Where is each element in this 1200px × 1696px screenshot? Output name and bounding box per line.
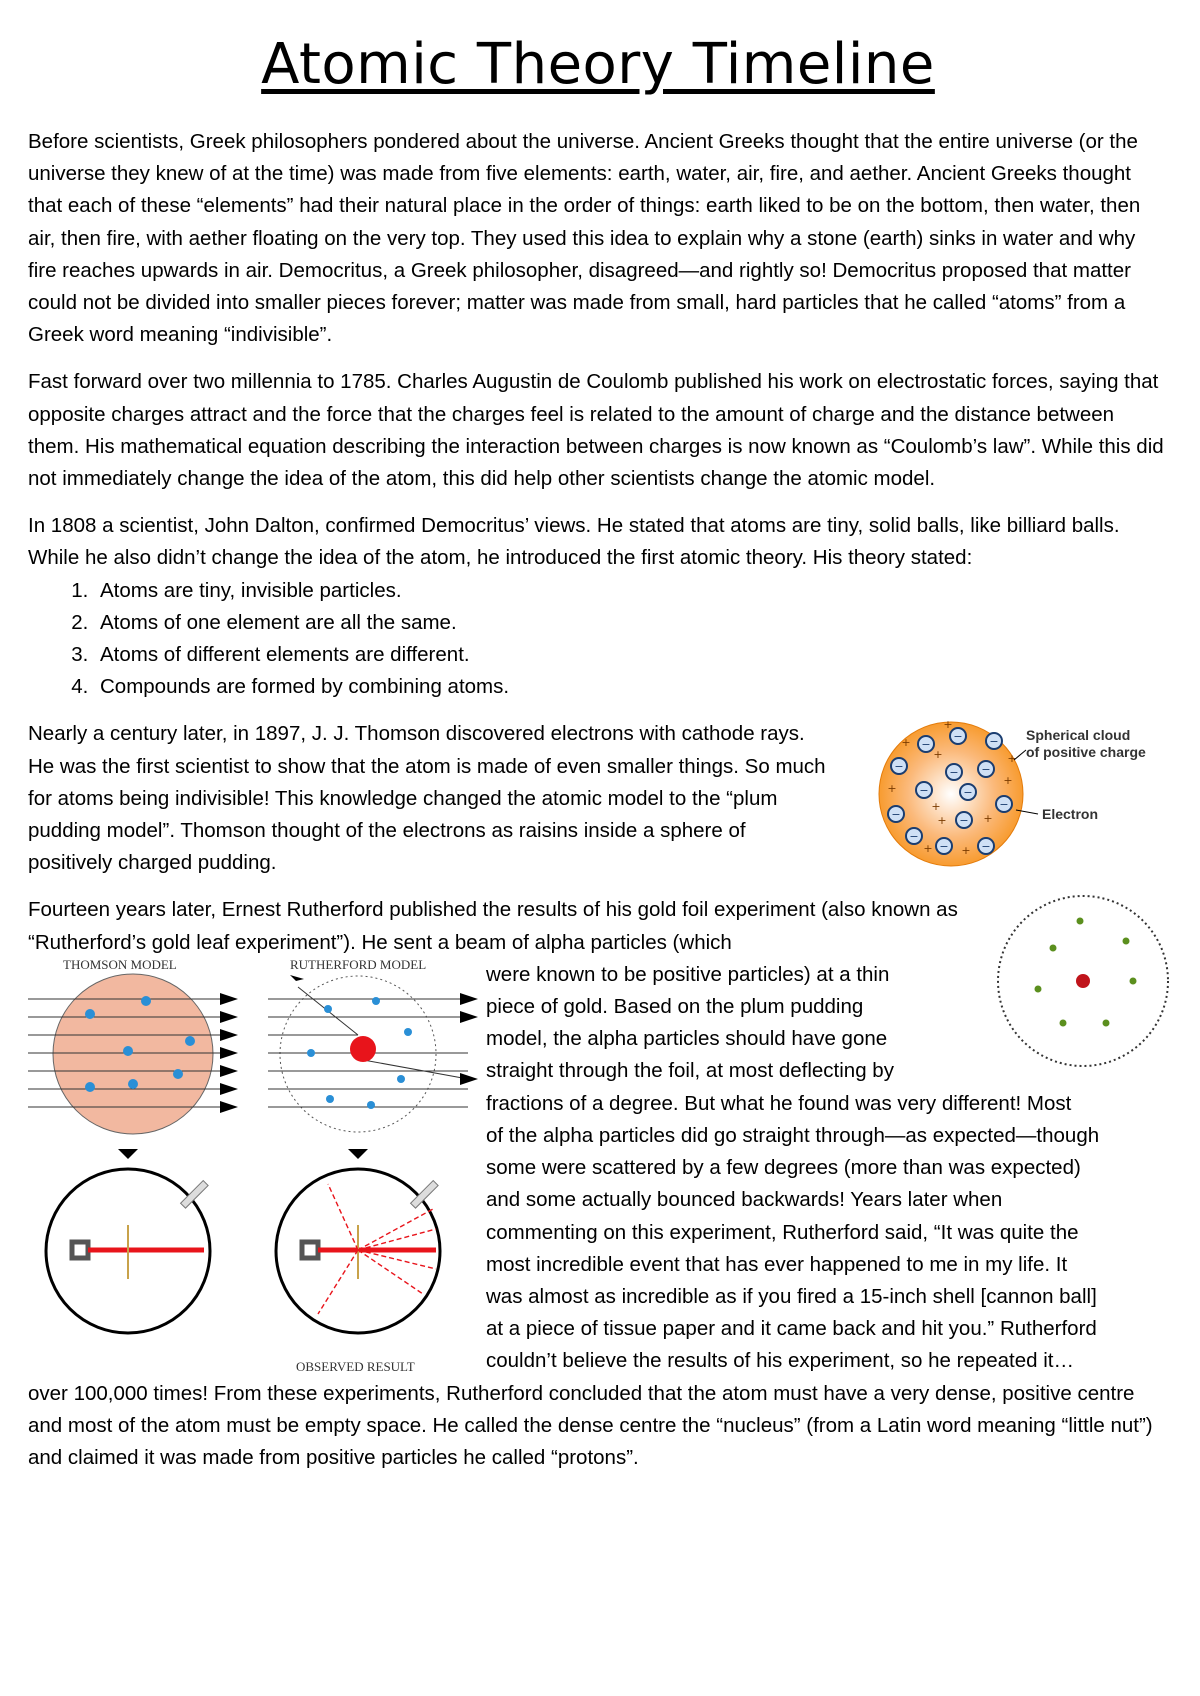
text-line: some were scattered by a few degrees (more than was expected): [486, 1156, 1081, 1180]
paragraph-rutherford-end: over 100,000 times! From these experiments, Rutherford concluded that the atom must have a very dense, positive centre and most of the atom must be empty space. He called the dense centre the “nucleus” (from a Latin word meaning “little nut”) and claimed it was made from positive particles he called “protons”.: [28, 1381, 1153, 1469]
plum-pudding-diagram: [876, 714, 1200, 874]
rutherford-arrowheads: [290, 975, 478, 1085]
alpha-source: [302, 1242, 318, 1258]
thomson-section: [28, 718, 1168, 879]
dalton-theory-list: [28, 575, 1168, 704]
svg-text:+: +: [901, 736, 911, 750]
text-line: most incredible event that has ever happened to me in my life. It: [486, 1252, 1068, 1276]
svg-text:+: +: [961, 844, 971, 858]
list-item: 2. Atoms of one element are all the same.: [94, 607, 1168, 639]
text-line: couldn’t believe the results of his experiment, so he repeated it…: [486, 1349, 1074, 1373]
paragraph-dalton: In 1808 a scientist, John Dalton, confirmed Democritus’ views. He stated that atoms are tiny, solid balls, like billiard balls. While he also didn’t change the idea of the atom, he introduced the first atomic theory. His theory stated:: [28, 514, 1120, 570]
list-item: 4. Compounds are formed by combining atoms.: [94, 671, 1168, 703]
svg-text:−: −: [989, 735, 999, 749]
rutherford-section: [28, 894, 1168, 1474]
text-line: commenting on this experiment, Rutherford said, “It was quite the: [486, 1220, 1079, 1244]
list-item: 1. Atoms are tiny, invisible particles.: [94, 575, 1168, 607]
svg-text:+: +: [1007, 752, 1017, 766]
thomson-model-label: THOMSON MODEL: [63, 958, 177, 972]
svg-text:+: +: [887, 782, 897, 796]
rutherford-nucleus: [350, 1036, 376, 1062]
observed-result-label: OBSERVED RESULT: [296, 1358, 415, 1374]
thomson-arrowheads: [220, 993, 238, 1113]
svg-text:−: −: [894, 760, 904, 774]
svg-text:−: −: [891, 808, 901, 822]
svg-text:+: +: [937, 814, 947, 828]
svg-text:+: +: [983, 812, 993, 826]
svg-text:−: −: [909, 830, 919, 844]
svg-text:−: −: [981, 763, 991, 777]
svg-text:−: −: [953, 730, 963, 744]
svg-text:−: −: [939, 840, 949, 854]
svg-text:−: −: [981, 840, 991, 854]
svg-text:−: −: [999, 798, 1009, 812]
down-arrow-icon: [118, 1149, 138, 1159]
label-electron: Electron: [1042, 806, 1099, 823]
svg-text:−: −: [959, 814, 969, 828]
text-line: was almost as incredible as if you fired a 15-inch shell [cannon ball]: [486, 1284, 1097, 1308]
paragraph-greeks: Before scientists, Greek philosophers pondered about the universe. Ancient Greeks thought that the entire universe (or the universe they knew of at the time) was made from five elements: earth, water, air, fire, and aether. Ancient Greeks thought that each of these “elements” had their natural place in the order of things: earth liked to be on the bottom, then water, then air, then fire, with aether floating on the very top. They used this idea to explain why a stone (earth) sinks in water and why fire reaches upwards in air. Democritus, a Greek philosopher, disagreed—and rightly so! Democritus proposed that matter could not be divided into smaller pieces forever; matter was made from small, hard particles that he called “atoms” from a Greek word meaning “indivisible”.: [28, 130, 1141, 347]
label-cloud-2: of positive charge: [1026, 744, 1146, 761]
svg-text:−: −: [963, 786, 973, 800]
svg-text:+: +: [923, 842, 933, 856]
svg-text:+: +: [943, 718, 953, 732]
svg-text:−: −: [949, 766, 959, 780]
text-line: piece of gold. Based on the plum pudding: [486, 995, 864, 1019]
page-title: Atomic Theory Timeline: [261, 32, 935, 97]
paragraph-rutherford-intro: Fourteen years later, Ernest Rutherford published the results of his gold foil experiment (also known as “Rutherford’s gold leaf experiment”). He sent a beam of alpha particles (which: [28, 898, 958, 954]
gold-foil-experiment-diagram: [28, 959, 488, 1374]
svg-text:+: +: [933, 748, 943, 762]
alpha-source: [72, 1242, 88, 1258]
text-line: model, the alpha particles should have gone: [486, 1027, 888, 1051]
svg-text:−: −: [919, 784, 929, 798]
svg-text:+: +: [931, 800, 941, 814]
label-cloud-1: Spherical cloud: [1026, 727, 1131, 744]
text-line: and some actually bounced backwards! Years later when: [486, 1188, 1003, 1212]
down-arrow-icon: [348, 1149, 368, 1159]
list-item: 3. Atoms of different elements are different.: [94, 639, 1168, 671]
text-line: fractions of a degree. But what he found was very different! Most: [486, 1091, 1072, 1115]
text-line: straight through the foil, at most deflecting by: [486, 1059, 894, 1083]
document-page: [28, 0, 1168, 1489]
text-line: of the alpha particles did go straight through—as expected—though: [486, 1123, 1100, 1147]
svg-text:−: −: [921, 738, 931, 752]
paragraph-coulomb: Fast forward over two millennia to 1785. Charles Augustin de Coulomb published his work on electrostatic forces, saying that opposite charges attract and the force that the charges feel is related to the amount of charge and the distance between them. His mathematical equation describing the interaction between charges is now known as “Coulomb’s law”. While this did not immediately change the idea of the atom, this did help other scientists change the atomic model.: [28, 370, 1164, 491]
text-line: were known to be positive particles) at a thin: [486, 962, 890, 986]
text-line: at a piece of tissue paper and it came back and hit you.” Rutherford: [486, 1317, 1097, 1341]
paragraph-thomson: Nearly a century later, in 1897, J. J. Thomson discovered electrons with cathode rays. He was the first scientist to show that the atom is made of even smaller things. So much for atoms being indivisible! This knowledge changed the atomic model to the “plum pudding model”. Thomson thought of the electrons as raisins inside a sphere of positively charged pudding.: [28, 722, 826, 875]
rutherford-model-label: RUTHERFORD MODEL: [290, 958, 427, 972]
svg-text:+: +: [1003, 774, 1013, 788]
thomson-atom: [53, 974, 213, 1134]
